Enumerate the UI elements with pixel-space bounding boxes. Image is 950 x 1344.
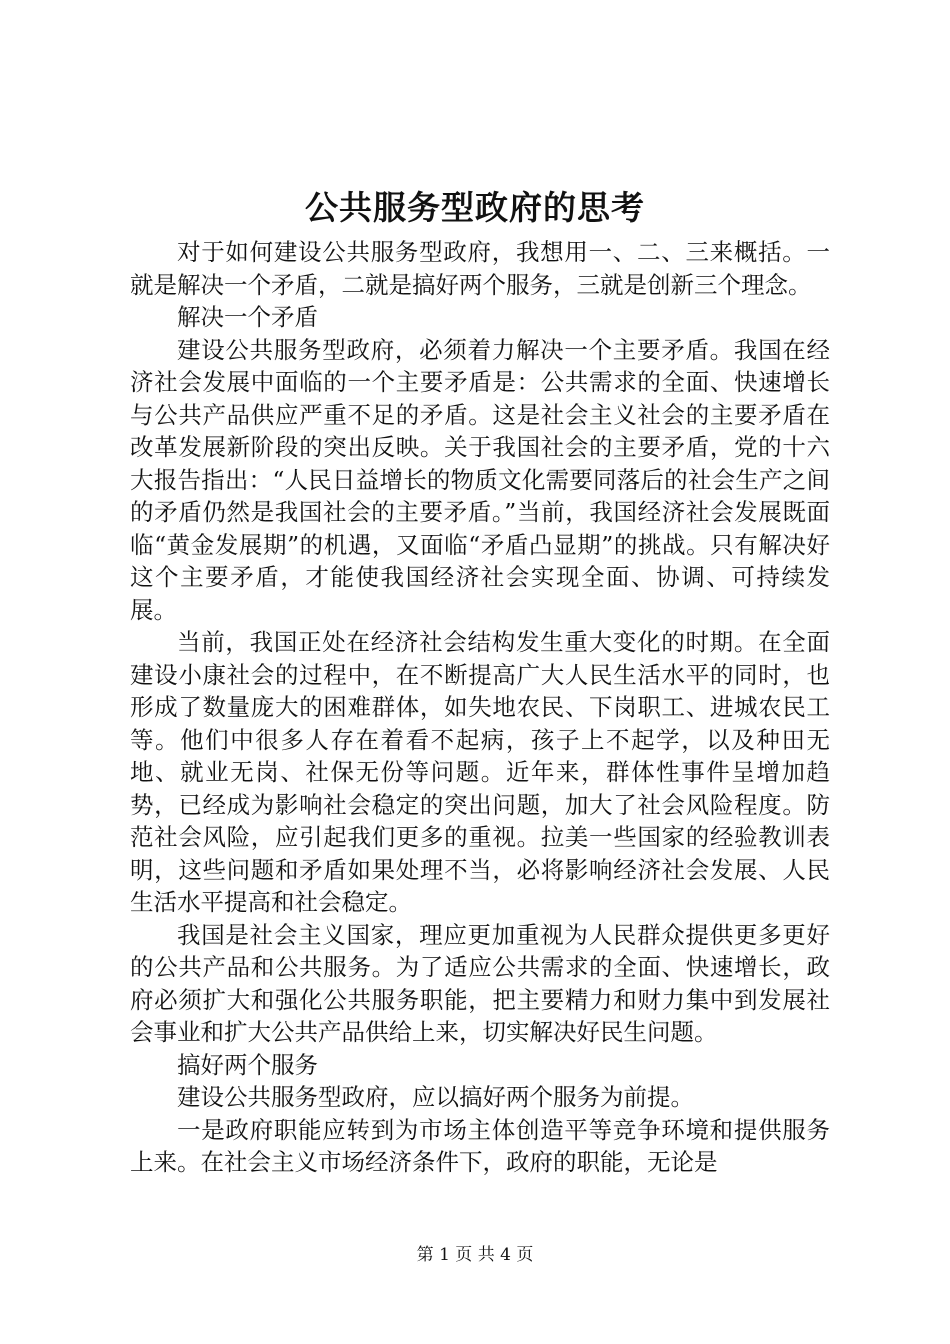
- document-title: 公共服务型政府的思考: [305, 188, 645, 227]
- paragraph: 建设公共服务型政府，必须着力解决一个主要矛盾。我国在经济社会发展中面临的一个主要矛盾是：公共需求的全面、快速增长与公共产品供应严重不足的矛盾。这是社会主义社会的主要矛盾在改革发展新阶段的突出反映。关于我国社会的主要矛盾，党的十六大报告指出：“人民日益增长的物质文化需要同落后的社会生产之间的矛盾仍然是我国社会的主要矛盾。”当前，我国经济社会发展既面临“黄金发展期”的机遇，又面临“矛盾凸显期”的挑战。只有解决好这个主要矛盾，才能使我国经济社会实现全面、协调、可持续发展。: [130, 335, 830, 624]
- paragraph: 对于如何建设公共服务型政府，我想用一、二、三来概括。一就是解决一个矛盾，二就是搞好两个服务，三就是创新三个理念。: [130, 238, 830, 299]
- paragraph: 我国是社会主义国家，理应更加重视为人民群众提供更多更好的公共产品和公共服务。为了适应公共需求的全面、快速增长，政府必须扩大和强化公共服务职能，把主要精力和财力集中到发展社会事业和扩大公共产品供给上来，切实解决好民生问题。: [130, 920, 830, 1046]
- paragraph: 当前，我国正处在经济社会结构发生重大变化的时期。在全面建设小康社会的过程中，在不断提高广大人民生活水平的同时，也形成了数量庞大的困难群体，如失地农民、下岗职工、进城农民工等。他们中很多人存在着看不起病，孩子上不起学，以及种田无地、就业无岗、社保无份等问题。近年来，群体性事件呈增加趋势，已经成为影响社会稳定的突出问题，加大了社会风险程度。防范社会风险，应引起我们更多的重视。拉美一些国家的经验教训表明，这些问题和矛盾如果处理不当，必将影响经济社会发展、人民生活水平提高和社会稳定。: [130, 628, 830, 916]
- paragraph: 建设公共服务型政府，应以搞好两个服务为前提。: [177, 1083, 694, 1111]
- section-heading: 解决一个矛盾: [177, 303, 318, 331]
- document-body: [130, 236, 830, 1179]
- section-heading: 搞好两个服务: [177, 1050, 318, 1079]
- page-footer: 第 1 页 共 4 页: [416, 1245, 534, 1265]
- paragraph: 一是政府职能应转到为市场主体创造平等竞争环境和提供服务上来。在社会主义市场经济条件下，政府的职能，无论是: [130, 1115, 830, 1176]
